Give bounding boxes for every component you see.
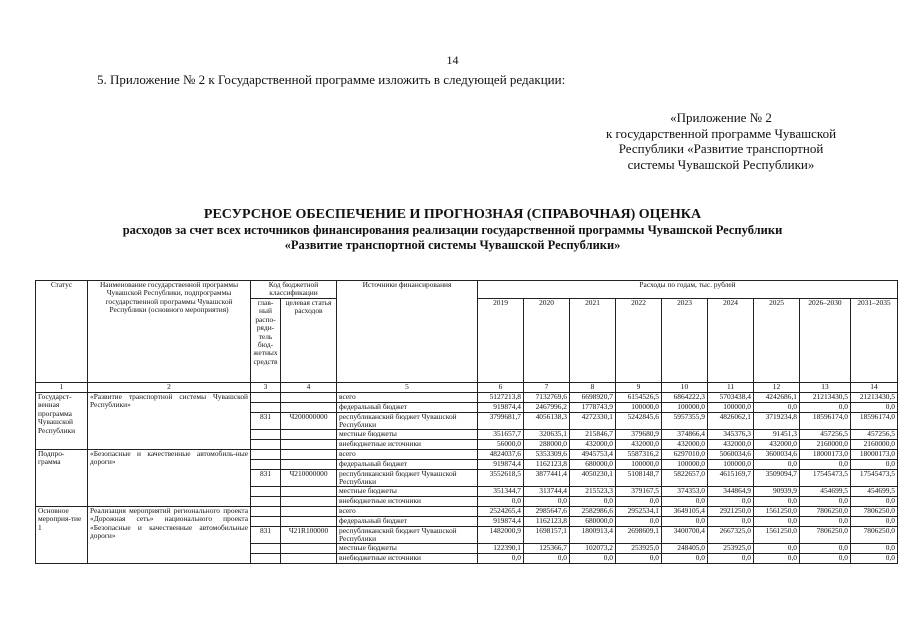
value-cell: 5353309,6 [524, 450, 570, 460]
grbs-cell [251, 393, 281, 403]
column-number: 8 [570, 383, 616, 393]
header-year: 2023 [662, 299, 708, 383]
grbs-cell: 831 [251, 412, 281, 430]
value-cell: 215523,3 [570, 487, 616, 497]
value-cell: 2952534,1 [616, 507, 662, 517]
target-cell [281, 430, 337, 440]
header-status: Статус [36, 281, 88, 383]
header-year: 2031–2035 [851, 299, 898, 383]
grbs-cell [251, 544, 281, 554]
grbs-cell [251, 516, 281, 526]
table-row [36, 393, 898, 403]
value-cell: 248405,0 [662, 544, 708, 554]
value-cell: 0,0 [754, 402, 800, 412]
header-name: Наименование государственной программы Чувашской Республики, подпрограммы государственной программы Чувашской Республики (основного мероприятия) [88, 281, 251, 383]
value-cell: 345376,3 [708, 430, 754, 440]
status-cell: Основное мероприя-тие 1 [36, 507, 88, 564]
grbs-cell [251, 459, 281, 469]
source-cell: всего [337, 393, 478, 403]
source-cell: республиканский бюджет Чувашской Республики [337, 526, 478, 544]
value-cell: 3509094,7 [754, 469, 800, 487]
status-cell: Подпро-грамма [36, 450, 88, 507]
value-cell: 5060034,6 [708, 450, 754, 460]
value-cell: 919874,4 [478, 516, 524, 526]
value-cell: 432000,0 [616, 440, 662, 450]
name-cell: «Безопасные и качественные автомобиль-ные дороги» [88, 450, 251, 507]
value-cell: 122390,1 [478, 544, 524, 554]
status-cell: Государст-венная программа Чувашской Республики [36, 393, 88, 450]
grbs-cell [251, 440, 281, 450]
target-cell [281, 497, 337, 507]
value-cell: 90939,9 [754, 487, 800, 497]
value-cell: 4056138,3 [524, 412, 570, 430]
source-cell: федеральный бюджет [337, 516, 478, 526]
value-cell: 253925,0 [708, 544, 754, 554]
column-number: 10 [662, 383, 708, 393]
appendix-line-2: к государственной программе Чувашской [605, 125, 837, 141]
value-cell: 0,0 [754, 544, 800, 554]
value-cell: 374866,4 [662, 430, 708, 440]
header-year: 2026–2030 [800, 299, 851, 383]
target-cell: Ч200000000 [281, 412, 337, 430]
value-cell: 0,0 [851, 516, 898, 526]
value-cell: 253925,0 [616, 544, 662, 554]
value-cell: 0,0 [800, 554, 851, 564]
value-cell: 0,0 [662, 497, 708, 507]
source-cell: внебюджетные источники [337, 554, 478, 564]
value-cell: 0,0 [754, 554, 800, 564]
value-cell: 0,0 [524, 497, 570, 507]
resource-table [35, 280, 898, 564]
value-cell: 56000,0 [478, 440, 524, 450]
value-cell: 919874,4 [478, 402, 524, 412]
value-cell: 5822657,0 [662, 469, 708, 487]
title-line-3: «Развитие транспортной системы Чувашской Республики» [284, 238, 621, 252]
appendix-line-1: «Приложение № 2 [670, 110, 772, 125]
value-cell: 0,0 [524, 554, 570, 564]
value-cell: 4272330,1 [570, 412, 616, 430]
value-cell: 0,0 [851, 497, 898, 507]
value-cell: 320635,1 [524, 430, 570, 440]
value-cell: 313744,4 [524, 487, 570, 497]
value-cell: 100000,0 [662, 459, 708, 469]
grbs-cell [251, 430, 281, 440]
target-cell [281, 459, 337, 469]
column-number: 7 [524, 383, 570, 393]
column-number: 3 [251, 383, 281, 393]
value-cell: 374353,0 [662, 487, 708, 497]
value-cell: 919874,4 [478, 459, 524, 469]
column-number: 12 [754, 383, 800, 393]
value-cell: 4945753,4 [570, 450, 616, 460]
value-cell: 5957355,9 [662, 412, 708, 430]
value-cell: 100000,0 [708, 402, 754, 412]
source-cell: всего [337, 507, 478, 517]
value-cell: 2582986,6 [570, 507, 616, 517]
header-year: 2024 [708, 299, 754, 383]
value-cell: 3877441,4 [524, 469, 570, 487]
header-sources: Источники финансирования [337, 281, 478, 383]
target-cell [281, 487, 337, 497]
value-cell: 2160000,0 [800, 440, 851, 450]
target-cell: Ч21R100000 [281, 526, 337, 544]
value-cell: 215846,7 [570, 430, 616, 440]
value-cell: 2667325,0 [708, 526, 754, 544]
value-cell: 2467996,2 [524, 402, 570, 412]
value-cell: 288000,0 [524, 440, 570, 450]
value-cell: 5127213,8 [478, 393, 524, 403]
value-cell: 1561250,0 [754, 507, 800, 517]
value-cell: 454699,5 [800, 487, 851, 497]
source-cell: внебюджетные источники [337, 497, 478, 507]
value-cell: 0,0 [754, 516, 800, 526]
value-cell: 1162123,8 [524, 516, 570, 526]
target-cell [281, 440, 337, 450]
value-cell: 4615169,7 [708, 469, 754, 487]
source-cell: федеральный бюджет [337, 402, 478, 412]
value-cell: 100000,0 [616, 459, 662, 469]
value-cell: 0,0 [754, 459, 800, 469]
value-cell: 3600034,6 [754, 450, 800, 460]
column-number: 14 [851, 383, 898, 393]
value-cell: 680000,0 [570, 459, 616, 469]
value-cell: 1482000,9 [478, 526, 524, 544]
name-cell: Реализация мероприятий регионального проекта «Дорожная сеть» национального проекта «Безопасные и качественные автомобильные дороги» [88, 507, 251, 564]
value-cell: 0,0 [662, 554, 708, 564]
value-cell: 6154526,5 [616, 393, 662, 403]
name-cell: «Развитие транспортной системы Чувашской Республики» [88, 393, 251, 450]
header-year: 2019 [478, 299, 524, 383]
header-expenses: Расходы по годам, тыс. рублей [478, 281, 898, 299]
value-cell: 3799681,7 [478, 412, 524, 430]
value-cell: 21213430,5 [851, 393, 898, 403]
value-cell: 454699,5 [851, 487, 898, 497]
source-cell: внебюджетные источники [337, 440, 478, 450]
source-cell: республиканский бюджет Чувашской Республики [337, 469, 478, 487]
value-cell: 4824037,6 [478, 450, 524, 460]
target-cell [281, 554, 337, 564]
appendix-reference [580, 110, 862, 172]
value-cell: 379680,9 [616, 430, 662, 440]
value-cell: 0,0 [851, 459, 898, 469]
source-cell: местные бюджеты [337, 487, 478, 497]
grbs-cell [251, 487, 281, 497]
value-cell: 0,0 [478, 554, 524, 564]
value-cell: 2524265,4 [478, 507, 524, 517]
value-cell: 17545473,5 [800, 469, 851, 487]
value-cell: 0,0 [851, 554, 898, 564]
column-number: 6 [478, 383, 524, 393]
value-cell: 18596174,0 [851, 412, 898, 430]
value-cell: 7806250,0 [851, 526, 898, 544]
value-cell: 432000,0 [708, 440, 754, 450]
column-number: 5 [337, 383, 478, 393]
value-cell: 351344,7 [478, 487, 524, 497]
value-cell: 0,0 [708, 497, 754, 507]
title-line-2: расходов за счет всех источников финансирования реализации государственной программы Чувашской Республики [122, 223, 783, 237]
target-cell [281, 507, 337, 517]
value-cell: 457256,5 [851, 430, 898, 440]
value-cell: 3719234,8 [754, 412, 800, 430]
grbs-cell: 831 [251, 469, 281, 487]
target-cell [281, 544, 337, 554]
value-cell: 0,0 [616, 516, 662, 526]
header-budget-code: Код бюджетной классификации [251, 281, 337, 299]
value-cell: 1800913,4 [570, 526, 616, 544]
value-cell: 680000,0 [570, 516, 616, 526]
value-cell: 18596174,0 [800, 412, 851, 430]
value-cell: 21213430,5 [800, 393, 851, 403]
value-cell: 432000,0 [754, 440, 800, 450]
value-cell: 0,0 [800, 402, 851, 412]
value-cell: 0,0 [570, 497, 616, 507]
value-cell: 125366,7 [524, 544, 570, 554]
value-cell: 2985647,6 [524, 507, 570, 517]
value-cell: 2921250,0 [708, 507, 754, 517]
value-cell: 2698609,1 [616, 526, 662, 544]
target-cell [281, 450, 337, 460]
value-cell: 0,0 [800, 544, 851, 554]
value-cell: 5242845,6 [616, 412, 662, 430]
value-cell: 7806250,0 [800, 526, 851, 544]
value-cell: 18000173,0 [800, 450, 851, 460]
table-row [36, 507, 898, 517]
value-cell: 0,0 [800, 516, 851, 526]
appendix-line-3: Республики «Развитие транспортной [618, 141, 824, 156]
value-cell: 0,0 [616, 554, 662, 564]
value-cell: 0,0 [570, 554, 616, 564]
value-cell: 0,0 [800, 459, 851, 469]
source-cell: федеральный бюджет [337, 459, 478, 469]
target-cell [281, 393, 337, 403]
value-cell: 351657,7 [478, 430, 524, 440]
value-cell: 100000,0 [662, 402, 708, 412]
value-cell: 6864222,3 [662, 393, 708, 403]
value-cell: 1162123,8 [524, 459, 570, 469]
grbs-cell: 831 [251, 526, 281, 544]
column-number: 11 [708, 383, 754, 393]
value-cell: 2160000,0 [851, 440, 898, 450]
table-row [36, 450, 898, 460]
grbs-cell [251, 402, 281, 412]
value-cell: 0,0 [754, 497, 800, 507]
value-cell: 1561250,0 [754, 526, 800, 544]
source-cell: местные бюджеты [337, 430, 478, 440]
grbs-cell [251, 450, 281, 460]
value-cell: 100000,0 [708, 459, 754, 469]
header-target-item: целевая статья расходов [281, 299, 337, 383]
value-cell: 7132769,6 [524, 393, 570, 403]
value-cell: 5587316,2 [616, 450, 662, 460]
grbs-cell [251, 507, 281, 517]
document-title [40, 207, 865, 253]
value-cell: 0,0 [662, 516, 708, 526]
value-cell: 18000173,0 [851, 450, 898, 460]
value-cell: 0,0 [800, 497, 851, 507]
value-cell: 17545473,5 [851, 469, 898, 487]
header-year: 2025 [754, 299, 800, 383]
grbs-cell [251, 554, 281, 564]
column-number: 1 [36, 383, 88, 393]
target-cell [281, 402, 337, 412]
value-cell: 4242686,1 [754, 393, 800, 403]
column-number: 9 [616, 383, 662, 393]
value-cell: 379167,5 [616, 487, 662, 497]
value-cell: 0,0 [616, 497, 662, 507]
target-cell: Ч210000000 [281, 469, 337, 487]
intro-paragraph: 5. Приложение № 2 к Государственной программе изложить в следующей редакции: [97, 72, 566, 87]
value-cell: 100000,0 [616, 402, 662, 412]
header-main-manager: глав-ный распо-ряди-тель бюд-жетных средств [251, 299, 281, 383]
value-cell: 7806250,0 [851, 507, 898, 517]
value-cell: 0,0 [478, 497, 524, 507]
header-year: 2020 [524, 299, 570, 383]
target-cell [281, 516, 337, 526]
source-cell: всего [337, 450, 478, 460]
value-cell: 6698920,7 [570, 393, 616, 403]
value-cell: 0,0 [851, 544, 898, 554]
value-cell: 3649105,4 [662, 507, 708, 517]
value-cell: 432000,0 [570, 440, 616, 450]
value-cell: 4826062,1 [708, 412, 754, 430]
value-cell: 3400700,4 [662, 526, 708, 544]
value-cell: 4050230,1 [570, 469, 616, 487]
value-cell: 344864,9 [708, 487, 754, 497]
value-cell: 457256,5 [800, 430, 851, 440]
value-cell: 5703438,4 [708, 393, 754, 403]
header-year: 2021 [570, 299, 616, 383]
value-cell: 0,0 [708, 516, 754, 526]
source-cell: местные бюджеты [337, 544, 478, 554]
value-cell: 0,0 [851, 402, 898, 412]
title-line-1: РЕСУРСНОЕ ОБЕСПЕЧЕНИЕ И ПРОГНОЗНАЯ (СПРАВОЧНАЯ) ОЦЕНКА [203, 207, 702, 222]
value-cell: 91451,3 [754, 430, 800, 440]
value-cell: 7806250,0 [800, 507, 851, 517]
appendix-line-4: системы Чувашской Республики» [627, 156, 815, 172]
header-year: 2022 [616, 299, 662, 383]
value-cell: 102073,2 [570, 544, 616, 554]
source-cell: республиканский бюджет Чувашской Республики [337, 412, 478, 430]
column-number: 4 [281, 383, 337, 393]
value-cell: 1778743,9 [570, 402, 616, 412]
column-number: 13 [800, 383, 851, 393]
column-number-row [36, 383, 898, 393]
page-number: 14 [446, 53, 459, 67]
value-cell: 1698157,1 [524, 526, 570, 544]
value-cell: 0,0 [708, 554, 754, 564]
column-number: 2 [88, 383, 251, 393]
value-cell: 432000,0 [662, 440, 708, 450]
grbs-cell [251, 497, 281, 507]
value-cell: 5108148,7 [616, 469, 662, 487]
value-cell: 6297010,0 [662, 450, 708, 460]
value-cell: 3552618,5 [478, 469, 524, 487]
